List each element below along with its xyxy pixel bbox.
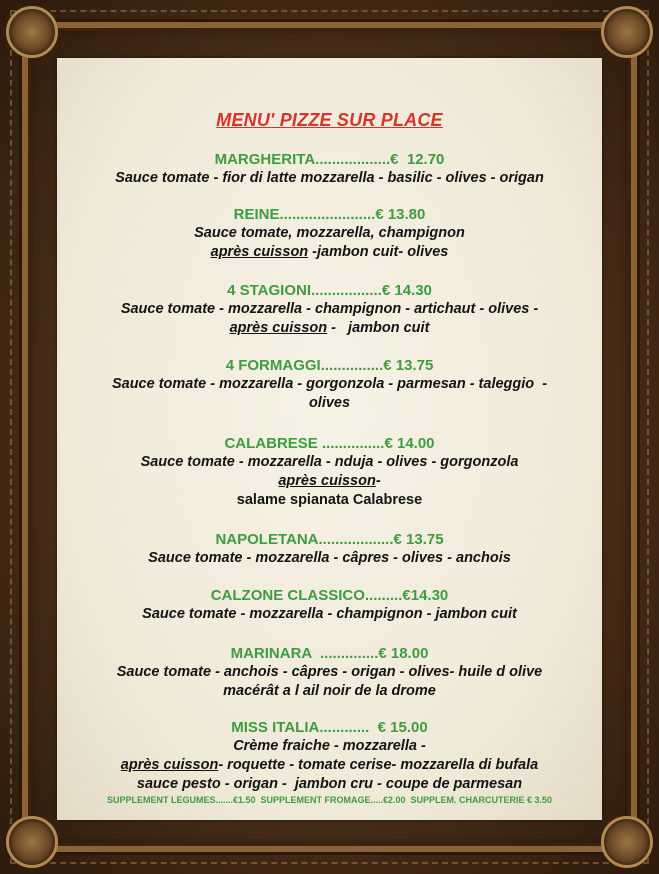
menu-item-ingredients-rest: - [375,473,381,489]
menu-item-ingredients-rest: -jambon cuit- olives [308,244,449,260]
apres-cuisson-label: après cuisson [278,473,376,489]
menu-item-ingredients: Sauce tomate - anchois - câpres - origan - olives- huile d olive [116,664,543,680]
menu-item-napoletana [57,530,602,568]
menu-item-heading: 4 STAGIONI.................€ 14.30 [227,282,432,299]
menu-item-calabrese [57,434,602,510]
menu-item-reine [57,205,602,262]
menu-item-ingredients: Sauce tomate - mozzarella - champignon - artichaut - olives - [120,301,539,317]
corner-ornament-icon [6,816,58,868]
menu-item-ingredients: Sauce tomate - mozzarella - nduja - olives - gorgonzola [140,454,519,470]
menu-item-calzone-classico [57,586,602,624]
menu-item-ingredients: sauce pesto - origan - jambon cru - coupe de parmesan [136,776,523,792]
menu-item-ingredients-rest: - jambon cuit [327,320,430,336]
menu-item-ingredients: Sauce tomate - mozzarella - câpres - olives - anchois [148,550,511,566]
menu-item-ingredients: Sauce tomate, mozzarella, champignon [194,225,465,241]
menu-item-ingredients: Sauce tomate - mozzarella - champignon - jambon cuit [142,606,517,622]
menu-item-ingredients [57,243,602,262]
menu-item-ingredients: olives [308,395,351,411]
menu-item-ingredients: salame spianata Calabrese [236,492,423,508]
menu-item-margherita [57,150,602,188]
apres-cuisson-label: après cuisson [120,757,219,773]
menu-paper [57,58,602,820]
menu-item-ingredients [57,756,602,775]
menu-item-4-stagioni [57,281,602,338]
menu-item-heading: REINE.......................€ 13.80 [233,206,426,223]
menu-item-ingredients [57,472,602,491]
corner-ornament-icon [601,6,653,58]
apres-cuisson-label: après cuisson [229,320,328,336]
menu-item-ingredients-rest: - roquette - tomate cerise- mozzarella di bufala [218,757,539,773]
menu-item-heading: MARINARA ..............€ 18.00 [230,645,429,662]
menu-item-heading: CALABRESE ...............€ 14.00 [224,435,435,452]
menu-item-ingredients: macérât a l ail noir de la drome [223,683,436,699]
supplements-footer: SUPPLEMENT LEGUMES.......€1.50 SUPPLEMENT FROMAGE.....€2.00 SUPPLEM. CHARCUTERIE € 3.50 [106,795,553,805]
menu-title: MENU' PIZZE SUR PLACE [216,110,443,130]
menu-item-ingredients [57,319,602,338]
corner-ornament-icon [6,6,58,58]
menu-item-ingredients: Sauce tomate - mozzarella - gorgonzola - parmesan - taleggio - [111,376,548,392]
menu-item-4-formaggi [57,356,602,413]
menu-item-ingredients: Sauce tomate - fior di latte mozzarella - basilic - olives - origan [115,170,544,186]
menu-item-heading: 4 FORMAGGI...............€ 13.75 [225,357,434,374]
menu-item-heading: NAPOLETANA..................€ 13.75 [215,531,444,548]
menu-item-marinara [57,644,602,701]
corner-ornament-icon [601,816,653,868]
menu-item-heading: MARGHERITA..................€ 12.70 [214,151,445,168]
apres-cuisson-label: après cuisson [210,244,309,260]
menu-item-heading: MISS ITALIA............ € 15.00 [231,719,428,736]
menu-item-miss-italia [57,718,602,794]
menu-item-ingredients: Crème fraiche - mozzarella - [233,738,426,754]
menu-item-heading: CALZONE CLASSICO.........€14.30 [210,587,449,604]
